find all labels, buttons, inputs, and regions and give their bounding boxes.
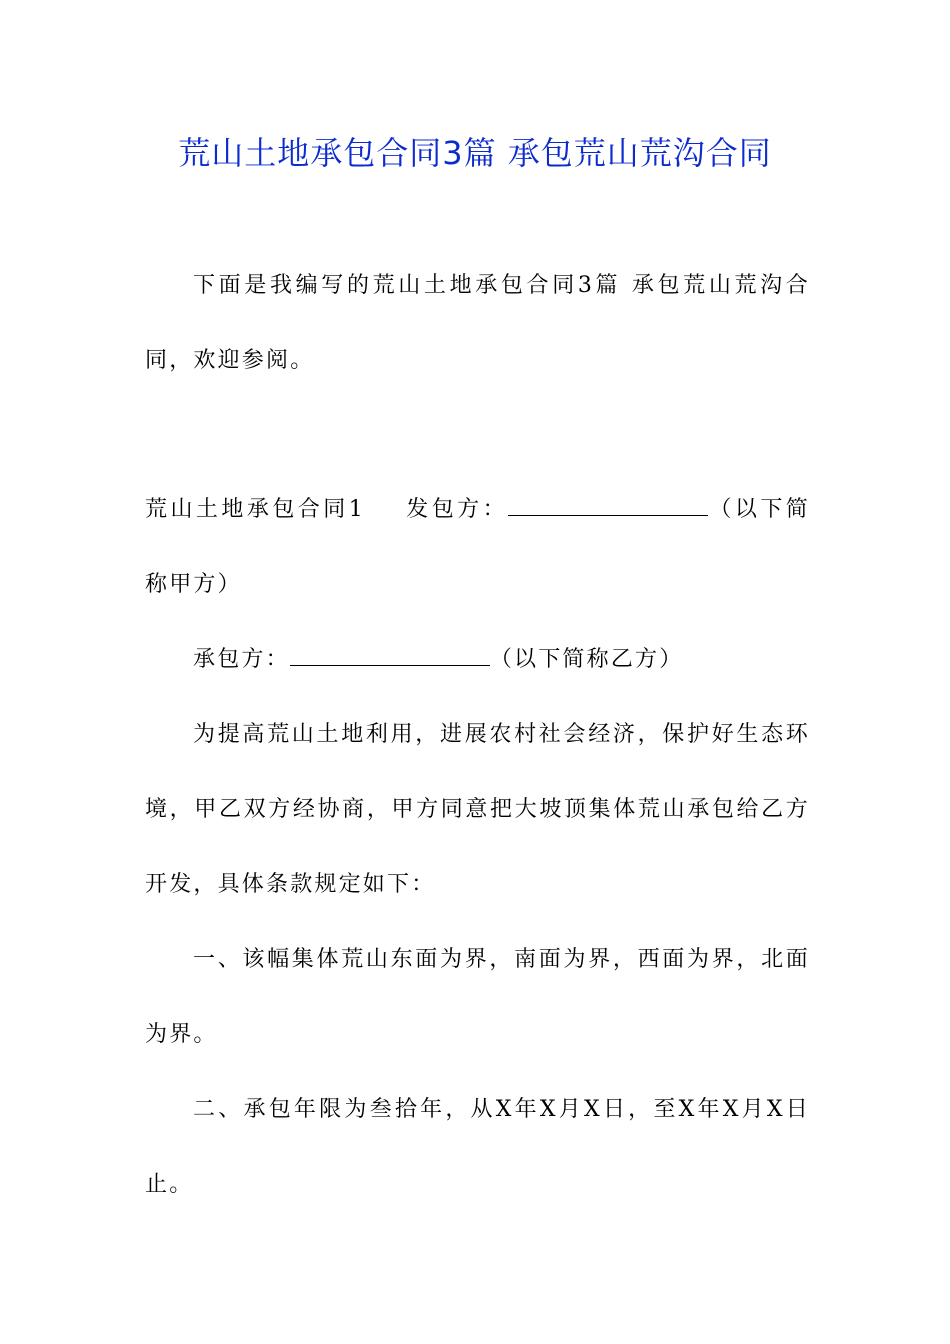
contract-header-paragraph (145, 472, 810, 622)
intro-paragraph: 下面是我编写的荒山土地承包合同3篇 承包荒山荒沟合同，欢迎参阅。 (145, 273, 810, 373)
contract-paragraph: 二、承包年限为叁拾年，从X年X月X日，至X年X月X日止。 (145, 1097, 810, 1197)
contract-paragraph: 为提高荒山土地利用，进展农村社会经济，保护好生态环境，甲乙双方经协商，甲方同意把大坡顶集体荒山承包给乙方开发，具体条款规定如下： (145, 722, 810, 897)
contract-heading: 荒山土地承包合同1 (145, 497, 365, 522)
contract-paragraph: 一、该幅集体荒山东面为界，南面为界，西面为界，北面为界。 (145, 947, 810, 1047)
intro-block (145, 248, 810, 398)
party-b-paragraph (145, 622, 810, 697)
party-b-suffix: （以下简称乙方） (489, 647, 684, 672)
contract-block (145, 472, 810, 1222)
party-b-label: 承包方： (193, 647, 290, 672)
party-a-label: 发包方： (404, 497, 509, 522)
party-a-blank (508, 497, 708, 516)
party-b-blank (290, 647, 490, 666)
document-title: 荒山土地承包合同3篇 承包荒山荒沟合同 (178, 134, 772, 172)
party-a-suffix: （以下简称甲方） (145, 497, 810, 597)
